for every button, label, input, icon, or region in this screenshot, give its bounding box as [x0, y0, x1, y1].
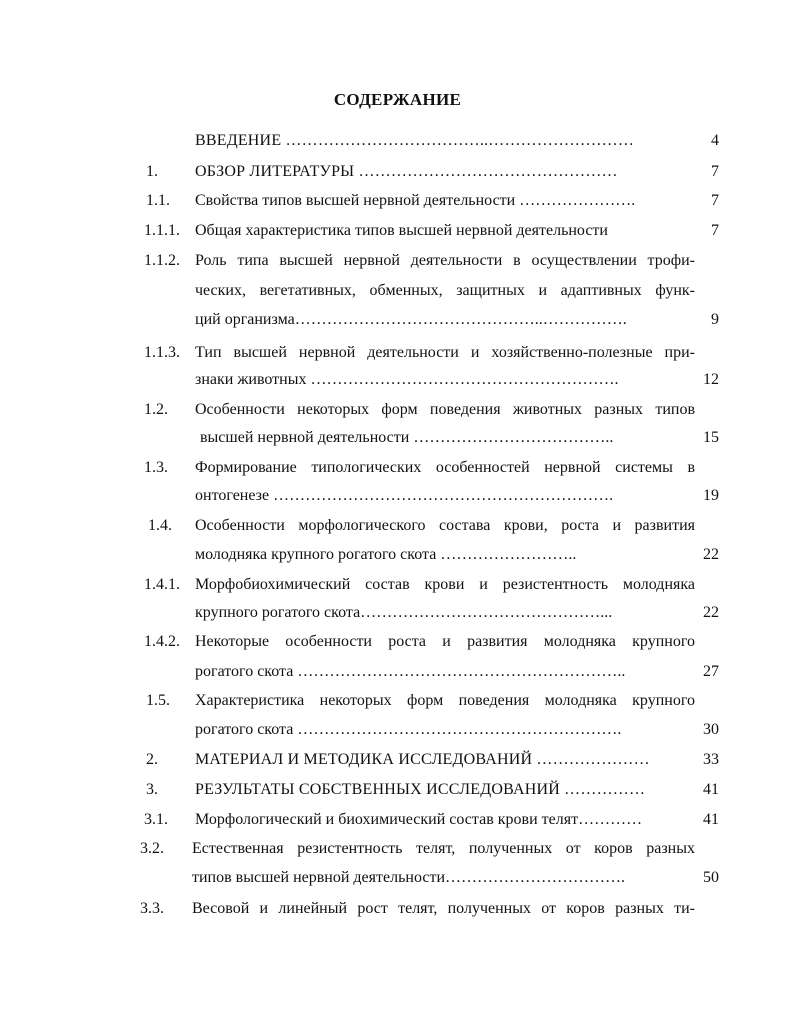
toc-entry-text: Общая характеристика типов высшей нервной деятельности — [195, 222, 608, 239]
toc-entry — [0, 249, 795, 273]
toc-entry-text: Характеристика некоторых форм поведения молодняка крупного — [195, 692, 695, 709]
toc-entry-text: ций организма………………………………………..……………. — [195, 311, 627, 328]
toc-entry-text: Тип высшей нервной деятельности и хозяйственно-полезные при- — [195, 344, 695, 361]
toc-entry-text: Особенности некоторых форм поведения животных разных типов — [195, 401, 695, 418]
toc-entry-text: крупного рогатого скота………………………………………... — [195, 604, 613, 621]
toc-entry — [0, 368, 795, 392]
toc-entry — [0, 808, 795, 832]
toc-entry-text: Морфобиохимический состав крови и резистентность молодняка — [195, 576, 695, 593]
toc-entry-number: 1.1.1. — [144, 222, 180, 239]
toc-entry-number: 1.5. — [146, 692, 170, 709]
toc-entry-text: ВВЕДЕНИЕ ………………………………..……………………… — [195, 132, 635, 149]
toc-entry — [0, 456, 795, 480]
toc-entry-text: Естественная резистентность телят, полученных от коров разных — [192, 840, 695, 857]
toc-entry-text: РЕЗУЛЬТАТЫ СОБСТВЕННЫХ ИССЛЕДОВАНИЙ …………… — [195, 781, 646, 798]
toc-entry-text: типов высшей нервной деятельности……………………………. — [192, 869, 625, 886]
toc-entry — [0, 160, 795, 184]
toc-entry-number: 3.1. — [144, 811, 168, 828]
toc-entry-text: знаки животных …………………………………………………. — [195, 371, 619, 388]
toc-entry-text: Свойства типов высшей нервной деятельности …………………. — [195, 192, 636, 209]
toc-entry — [0, 543, 795, 567]
toc-entry — [0, 866, 795, 890]
toc-entry-number: 1.3. — [144, 459, 168, 476]
toc-entry — [0, 630, 795, 654]
toc-entry-page: 50 — [703, 869, 719, 886]
toc-entry-page: 7 — [711, 222, 719, 239]
toc-entry-page: 33 — [703, 751, 719, 768]
toc-entry-number: 1.1. — [146, 192, 170, 209]
toc-entry-text: высшей нервной деятельности ……………………………….. — [200, 429, 614, 446]
toc-entry-text: Роль типа высшей нервной деятельности в осуществлении трофи- — [195, 252, 695, 269]
toc-entry — [0, 897, 795, 921]
toc-title: СОДЕРЖАНИЕ — [333, 90, 462, 109]
toc-entry-text: Особенности морфологического состава крови, роста и развития — [195, 517, 695, 534]
toc-entry-page: 12 — [703, 371, 719, 388]
toc-entry-number: 3.2. — [140, 840, 164, 857]
toc-entry — [0, 660, 795, 684]
toc-entry-text: рогатого скота ……………………………………………………. — [195, 721, 622, 738]
toc-entry-number: 1.4.2. — [144, 633, 180, 650]
toc-entry-page: 9 — [711, 311, 719, 328]
toc-entry — [0, 279, 795, 303]
toc-entry-page: 27 — [703, 663, 719, 680]
toc-entry — [0, 718, 795, 742]
toc-entry-page: 15 — [703, 429, 719, 446]
toc-entry — [0, 484, 795, 508]
toc-entry — [0, 837, 795, 861]
toc-entry — [0, 219, 795, 243]
toc-entry-text: МАТЕРИАЛ И МЕТОДИКА ИССЛЕДОВАНИЙ ………………… — [195, 751, 650, 768]
toc-entry-page: 41 — [703, 781, 719, 798]
toc-entry-page: 19 — [703, 487, 719, 504]
toc-entry-page: 22 — [703, 546, 719, 563]
toc-entry-page: 7 — [711, 163, 719, 180]
toc-entry — [0, 514, 795, 538]
toc-entry-text: молодняка крупного рогатого скота …………………….. — [195, 546, 577, 563]
toc-entry — [0, 308, 795, 332]
toc-entry — [0, 689, 795, 713]
toc-entry — [0, 341, 795, 365]
toc-entry-text: Формирование типологических особенностей нервной системы в — [195, 459, 695, 476]
toc-entry-text: рогатого скота …………………………………………………….. — [195, 663, 626, 680]
toc-entry-number: 1.4.1. — [144, 576, 180, 593]
toc-entry-number: 3.3. — [140, 900, 164, 917]
toc-entry — [0, 778, 795, 802]
toc-entry-text: Некоторые особенности роста и развития молодняка крупного — [195, 633, 695, 650]
toc-entry-page: 30 — [703, 721, 719, 738]
toc-entry-number: 1.2. — [144, 401, 168, 418]
toc-entry-number: 3. — [146, 781, 158, 798]
toc-entry — [0, 189, 795, 213]
toc-entry — [0, 129, 795, 153]
toc-entry-number: 1.1.2. — [144, 252, 180, 269]
toc-entry-number: 2. — [146, 751, 158, 768]
toc-entry — [0, 573, 795, 597]
toc-entry — [0, 426, 795, 450]
toc-entry-text: ческих, вегетативных, обменных, защитных и адаптивных функ- — [195, 282, 695, 299]
toc-entry-text: онтогенезе ………………………………………………………. — [195, 487, 614, 504]
toc-entry — [0, 398, 795, 422]
toc-entry-page: 4 — [711, 132, 719, 149]
toc-entry-page: 41 — [703, 811, 719, 828]
toc-entry-number: 1.1.3. — [144, 344, 180, 361]
toc-entry-number: 1. — [146, 163, 158, 180]
toc-entry — [0, 601, 795, 625]
toc-entry-page: 7 — [711, 192, 719, 209]
toc-entry-page: 22 — [703, 604, 719, 621]
toc-entry — [0, 748, 795, 772]
toc-entry-text: Весовой и линейный рост телят, полученных от коров разных ти- — [192, 900, 695, 917]
toc-entry-text: ОБЗОР ЛИТЕРАТУРЫ ………………………………………… — [195, 163, 618, 180]
toc-entry-number: 1.4. — [148, 517, 172, 534]
toc-entry-text: Морфологический и биохимический состав крови телят………… — [195, 811, 643, 828]
